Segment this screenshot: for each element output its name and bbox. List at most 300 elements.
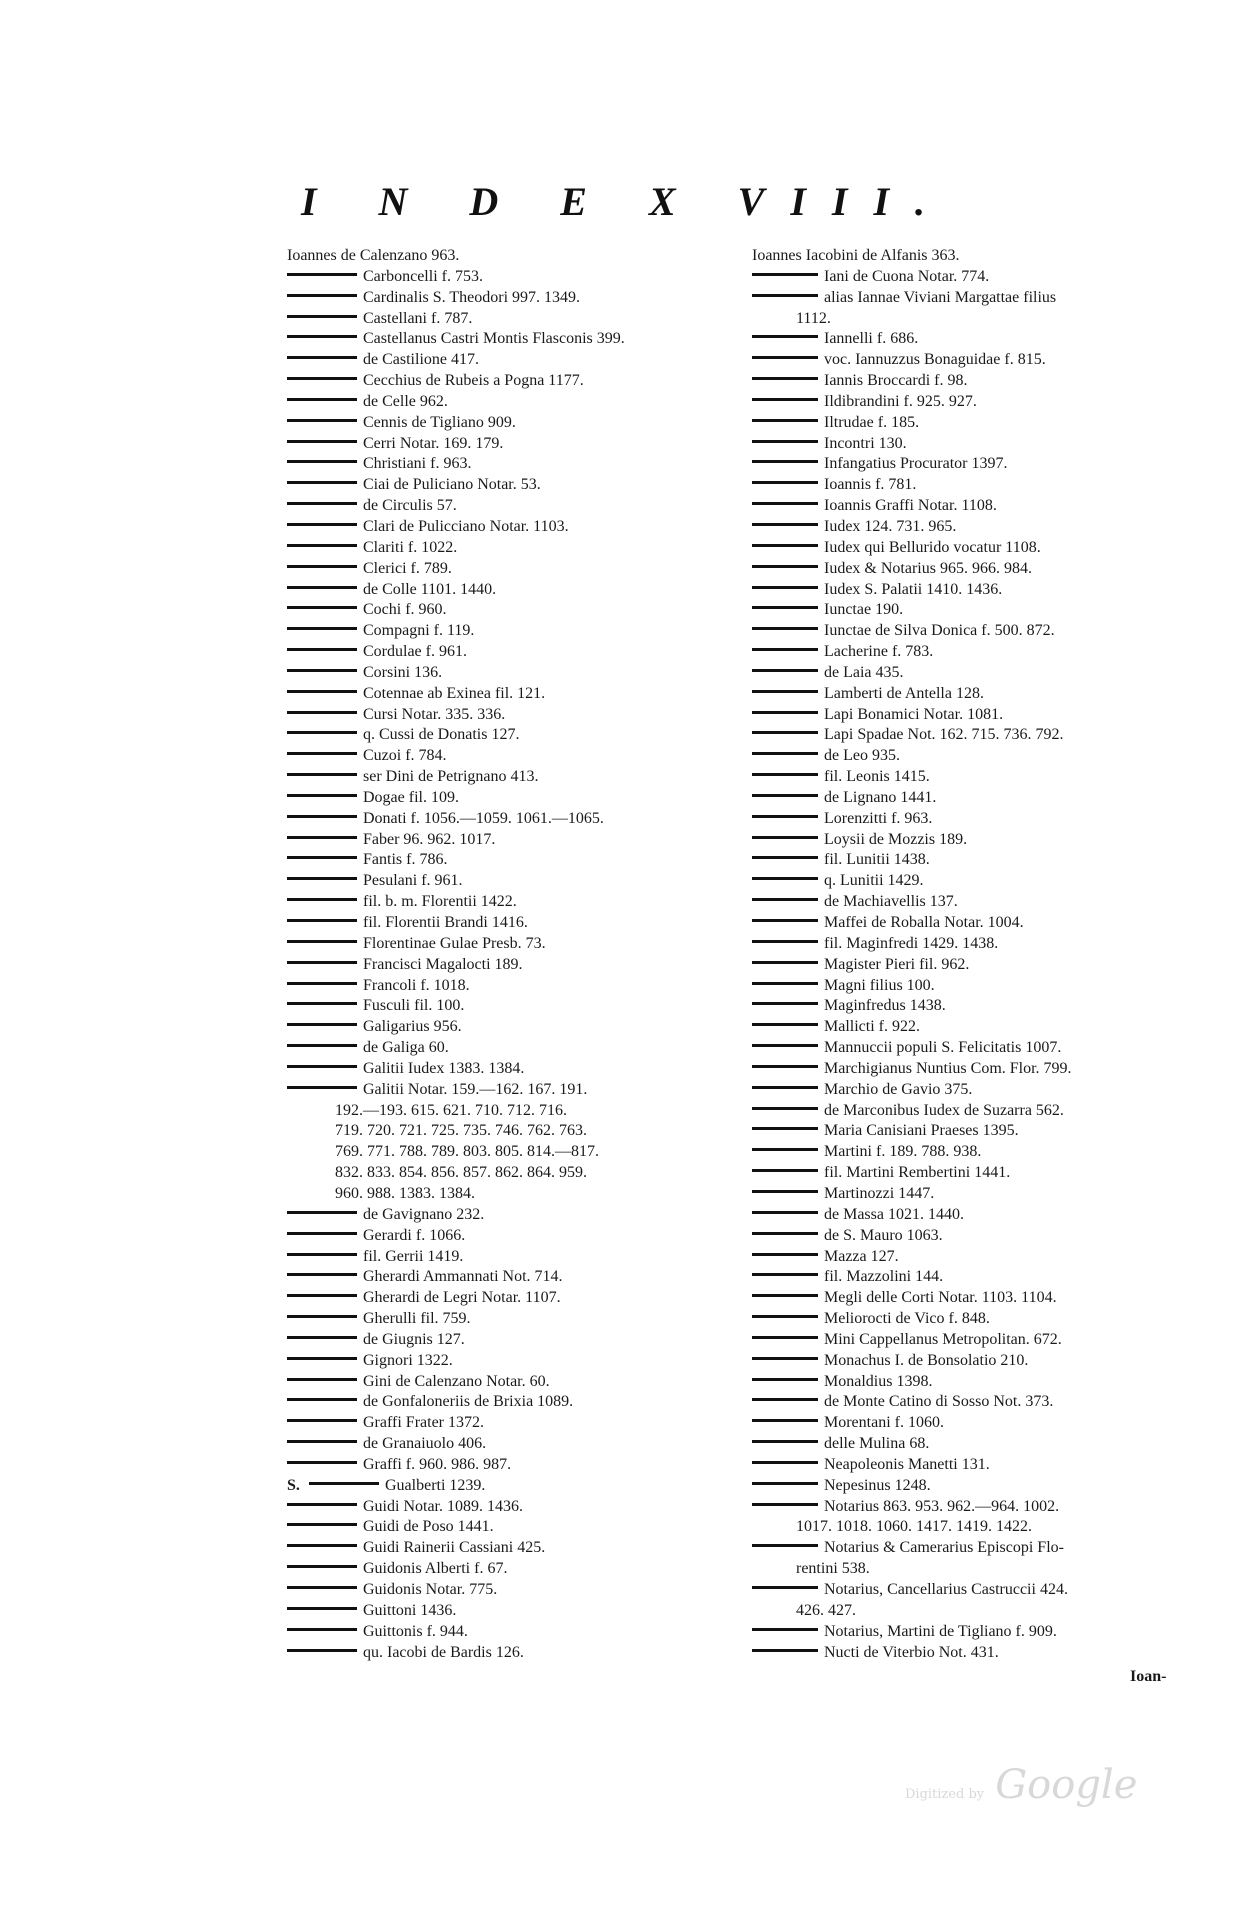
entry-text: Graffi Frater 1372. bbox=[363, 1414, 484, 1432]
entry-text: Iudex qui Bellurido vocatur 1108. bbox=[824, 538, 1041, 556]
ditto-dash bbox=[287, 690, 357, 693]
index-entry bbox=[752, 246, 1212, 267]
index-entry bbox=[287, 725, 747, 746]
ditto-dash bbox=[287, 586, 357, 589]
ditto-dash bbox=[752, 752, 818, 755]
index-entry bbox=[287, 767, 747, 788]
entry-text: Corsini 136. bbox=[363, 663, 443, 681]
index-entry bbox=[752, 350, 1212, 371]
entry-text: de Circulis 57. bbox=[363, 497, 457, 515]
entry-text: Martini f. 189. 788. 938. bbox=[824, 1143, 982, 1161]
index-entry-continuation bbox=[287, 1184, 747, 1205]
ditto-dash bbox=[287, 1336, 357, 1339]
entry-text: fil. b. m. Florentii 1422. bbox=[363, 893, 517, 911]
entry-text: de Castilione 417. bbox=[363, 351, 479, 369]
ditto-dash bbox=[287, 419, 357, 422]
index-entry bbox=[752, 663, 1212, 684]
entry-text: de Leo 935. bbox=[824, 747, 900, 765]
ditto-dash bbox=[287, 523, 357, 526]
left-column bbox=[287, 246, 747, 1663]
ditto-dash bbox=[287, 460, 357, 463]
ditto-dash bbox=[752, 1169, 818, 1172]
entry-text: Maria Canisiani Praeses 1395. bbox=[824, 1122, 1019, 1140]
ditto-dash bbox=[287, 440, 357, 443]
index-entry-continuation bbox=[752, 1517, 1212, 1538]
ditto-dash bbox=[752, 377, 818, 380]
ditto-dash bbox=[752, 398, 818, 401]
ditto-dash bbox=[752, 1482, 818, 1485]
entry-text: Neapoleonis Manetti 131. bbox=[824, 1455, 990, 1473]
index-entry bbox=[287, 350, 747, 371]
entry-text: Gini de Calenzano Notar. 60. bbox=[363, 1372, 550, 1390]
index-entry bbox=[287, 1017, 747, 1038]
entry-text: Mallicti f. 922. bbox=[824, 1018, 920, 1036]
entry-text: Lapi Bonamici Notar. 1081. bbox=[824, 705, 1004, 723]
ditto-dash bbox=[287, 1378, 357, 1381]
index-entry bbox=[287, 809, 747, 830]
index-entry bbox=[287, 1330, 747, 1351]
entry-text: qu. Iacobi de Bardis 126. bbox=[363, 1643, 524, 1661]
entry-text: Carboncelli f. 753. bbox=[363, 267, 483, 285]
index-entry bbox=[287, 1601, 747, 1622]
index-entry bbox=[752, 621, 1212, 642]
ditto-dash bbox=[752, 982, 818, 985]
index-entry-continuation bbox=[287, 1142, 747, 1163]
index-entry-continuation bbox=[287, 1121, 747, 1142]
entry-text: Lacherine f. 783. bbox=[824, 643, 934, 661]
ditto-dash bbox=[287, 544, 357, 547]
ditto-dash bbox=[287, 1065, 357, 1068]
index-entry bbox=[287, 1038, 747, 1059]
ditto-dash bbox=[287, 294, 357, 297]
index-entry bbox=[752, 1038, 1212, 1059]
ditto-dash bbox=[752, 1544, 818, 1547]
ditto-dash bbox=[752, 1232, 818, 1235]
entry-text: 960. 988. 1383. 1384. bbox=[335, 1184, 475, 1202]
ditto-dash bbox=[752, 940, 818, 943]
entry-text: Guidonis Notar. 775. bbox=[363, 1581, 498, 1598]
ditto-dash bbox=[752, 1211, 818, 1214]
index-entry bbox=[287, 1226, 747, 1247]
ditto-dash bbox=[752, 711, 818, 714]
ditto-dash bbox=[287, 273, 357, 276]
entry-text: de Laia 435. bbox=[824, 663, 904, 681]
ditto-dash bbox=[287, 711, 357, 714]
catchword: Ioan- bbox=[1130, 1668, 1167, 1685]
index-entry bbox=[287, 559, 747, 580]
index-entry bbox=[287, 1205, 747, 1226]
entry-text: de Gavignano 232. bbox=[363, 1205, 485, 1223]
entry-text: Gherardi Ammannati Not. 714. bbox=[363, 1268, 563, 1286]
index-entry bbox=[287, 1434, 747, 1455]
index-entry bbox=[752, 642, 1212, 663]
index-entry-continuation bbox=[752, 1601, 1212, 1622]
entry-text: Galitii Notar. 159.—162. 167. 191. bbox=[363, 1080, 588, 1098]
entry-text: Compagni f. 119. bbox=[363, 622, 475, 640]
index-entry bbox=[287, 288, 747, 309]
index-entry bbox=[752, 809, 1212, 830]
ditto-dash bbox=[287, 1461, 357, 1464]
ditto-dash bbox=[752, 1023, 818, 1026]
entry-text: Notarius, Martini de Tigliano f. 909. bbox=[824, 1622, 1057, 1640]
ditto-dash bbox=[752, 273, 818, 276]
ditto-dash bbox=[752, 690, 818, 693]
ditto-dash bbox=[752, 544, 818, 547]
ditto-dash bbox=[287, 1440, 357, 1443]
entry-text: Cursi Notar. 335. 336. bbox=[363, 705, 506, 723]
entry-text: Galitii Iudex 1383. 1384. bbox=[363, 1059, 525, 1077]
index-entry bbox=[752, 600, 1212, 621]
index-entry bbox=[287, 892, 747, 913]
ditto-dash bbox=[287, 377, 357, 380]
entry-text: de Lignano 1441. bbox=[824, 788, 937, 806]
ditto-dash bbox=[287, 982, 357, 985]
index-entry bbox=[752, 934, 1212, 955]
entry-text: Gerardi f. 1066. bbox=[363, 1226, 466, 1244]
ditto-dash bbox=[287, 1273, 357, 1276]
index-entry bbox=[752, 392, 1212, 413]
ditto-dash bbox=[287, 565, 357, 568]
entry-text: Gherulli fil. 759. bbox=[363, 1310, 471, 1328]
entry-text: Pesulani f. 961. bbox=[363, 872, 463, 890]
index-entry bbox=[287, 1580, 747, 1601]
ditto-dash bbox=[287, 1253, 357, 1256]
entry-text: fil. Lunitii 1438. bbox=[824, 851, 930, 869]
entry-text: Iunctae 190. bbox=[824, 601, 904, 619]
index-entry bbox=[752, 1622, 1212, 1643]
index-entry bbox=[752, 976, 1212, 997]
ditto-dash bbox=[287, 648, 357, 651]
index-entry bbox=[287, 267, 747, 288]
page-title: I N D E X VIII. bbox=[300, 179, 952, 224]
index-entry bbox=[752, 371, 1212, 392]
entry-text: Iudex 124. 731. 965. bbox=[824, 517, 957, 535]
index-entry-continuation bbox=[752, 1559, 1212, 1580]
entry-text: de Colle 1101. 1440. bbox=[363, 580, 497, 598]
ditto-dash bbox=[752, 419, 818, 422]
ditto-dash bbox=[287, 1315, 357, 1318]
index-entry bbox=[287, 1372, 747, 1393]
ditto-dash bbox=[287, 1086, 357, 1089]
ditto-dash bbox=[752, 1065, 818, 1068]
index-entry bbox=[752, 1101, 1212, 1122]
index-entry bbox=[752, 996, 1212, 1017]
ditto-dash bbox=[287, 877, 357, 880]
ditto-dash bbox=[752, 898, 818, 901]
index-entry bbox=[287, 934, 747, 955]
index-entry bbox=[287, 413, 747, 434]
ditto-dash bbox=[752, 606, 818, 609]
ditto-dash bbox=[752, 669, 818, 672]
index-entry bbox=[287, 454, 747, 475]
ditto-dash bbox=[287, 627, 357, 630]
index-entry bbox=[752, 475, 1212, 496]
index-entry bbox=[752, 1121, 1212, 1142]
ditto-dash bbox=[752, 1294, 818, 1297]
entry-text: Cecchius de Rubeis a Pogna 1177. bbox=[363, 372, 584, 390]
entry-text: de Marconibus Iudex de Suzarra 562. bbox=[824, 1101, 1064, 1119]
ditto-dash bbox=[752, 1357, 818, 1360]
right-column bbox=[752, 246, 1212, 1663]
entry-text: Monaldius 1398. bbox=[824, 1372, 933, 1390]
index-entry bbox=[287, 871, 747, 892]
entry-text: Mannuccii populi S. Felicitatis 1007. bbox=[824, 1039, 1062, 1057]
ditto-dash bbox=[752, 773, 818, 776]
entry-text: Iudex S. Palatii 1410. 1436. bbox=[824, 580, 1003, 598]
ditto-dash bbox=[752, 1148, 818, 1151]
ditto-dash bbox=[752, 1419, 818, 1422]
entry-text: Cennis de Tigliano 909. bbox=[363, 413, 516, 431]
entry-text: de Machiavellis 137. bbox=[824, 893, 958, 911]
index-entry bbox=[752, 1538, 1212, 1559]
ditto-dash bbox=[752, 335, 818, 338]
index-entry bbox=[752, 1434, 1212, 1455]
ditto-dash bbox=[752, 523, 818, 526]
entry-text: de Celle 962. bbox=[363, 392, 448, 410]
entry-text: Monachus I. de Bonsolatio 210. bbox=[824, 1351, 1029, 1369]
ditto-dash bbox=[287, 1565, 357, 1568]
index-entry bbox=[287, 976, 747, 997]
ditto-dash bbox=[287, 919, 357, 922]
ditto-dash bbox=[752, 836, 818, 839]
ditto-dash bbox=[752, 794, 818, 797]
entry-text: Faber 96. 962. 1017. bbox=[363, 830, 496, 848]
entry-text: Guittonis f. 944. bbox=[363, 1622, 468, 1640]
ditto-dash bbox=[752, 961, 818, 964]
watermark bbox=[905, 1762, 1137, 1808]
entry-text: rentini 538. bbox=[796, 1560, 870, 1578]
entry-text: 192.—193. 615. 621. 710. 712. 716. bbox=[335, 1101, 567, 1119]
entry-text: Clerici f. 789. bbox=[363, 559, 452, 577]
ditto-dash bbox=[752, 481, 818, 484]
index-entry bbox=[752, 1247, 1212, 1268]
ditto-dash bbox=[287, 1586, 357, 1589]
ditto-dash bbox=[287, 1419, 357, 1422]
index-entry bbox=[752, 1288, 1212, 1309]
index-entry bbox=[287, 1059, 747, 1080]
ditto-dash bbox=[287, 1023, 357, 1026]
entry-text: 769. 771. 788. 789. 803. 805. 814.—817. bbox=[335, 1143, 599, 1161]
entry-text: fil. Maginfredi 1429. 1438. bbox=[824, 934, 999, 952]
ditto-dash bbox=[287, 1002, 357, 1005]
entry-text: Lapi Spadae Not. 162. 715. 736. 792. bbox=[824, 726, 1064, 744]
entry-text: Guidi Rainerii Cassiani 425. bbox=[363, 1539, 546, 1557]
ditto-dash bbox=[752, 1315, 818, 1318]
ditto-dash bbox=[287, 502, 357, 505]
entry-text: Iudex & Notarius 965. 966. 984. bbox=[824, 559, 1032, 577]
index-entry bbox=[752, 267, 1212, 288]
entry-text: Notarius 863. 953. 962.—964. 1002. bbox=[824, 1497, 1060, 1515]
entry-text: Ioannis Graffi Notar. 1108. bbox=[824, 497, 997, 515]
ditto-dash bbox=[287, 1523, 357, 1526]
ditto-dash bbox=[752, 565, 818, 568]
ditto-dash bbox=[287, 1649, 357, 1652]
ditto-dash bbox=[287, 1232, 357, 1235]
entry-text: de Massa 1021. 1440. bbox=[824, 1205, 964, 1223]
ditto-dash bbox=[287, 1211, 357, 1214]
index-entry bbox=[287, 309, 747, 330]
ditto-dash bbox=[287, 794, 357, 797]
ditto-dash bbox=[287, 1044, 357, 1047]
index-entry bbox=[287, 788, 747, 809]
ditto-dash bbox=[752, 1378, 818, 1381]
index-entry bbox=[287, 1643, 747, 1664]
entry-text: Notarius, Cancellarius Castruccii 424. bbox=[824, 1581, 1068, 1598]
entry-text: Lorenzitti f. 963. bbox=[824, 809, 933, 827]
entry-text: Notarius & Camerarius Episcopi Flo- bbox=[824, 1539, 1064, 1557]
index-entry bbox=[287, 475, 747, 496]
index-entry bbox=[287, 1351, 747, 1372]
index-entry bbox=[752, 955, 1212, 976]
ditto-dash bbox=[752, 1649, 818, 1652]
index-entry bbox=[287, 371, 747, 392]
index-entry bbox=[752, 1017, 1212, 1038]
entry-text: Marchio de Gavio 375. bbox=[824, 1080, 973, 1098]
ditto-dash bbox=[287, 669, 357, 672]
ditto-dash bbox=[752, 1107, 818, 1110]
entry-text: Meliorocti de Vico f. 848. bbox=[824, 1310, 990, 1328]
index-entry bbox=[752, 725, 1212, 746]
index-entry-continuation bbox=[287, 1101, 747, 1122]
entry-text: Dogae fil. 109. bbox=[363, 788, 459, 806]
index-entry bbox=[752, 580, 1212, 601]
index-entry bbox=[752, 434, 1212, 455]
entry-text: fil. Leonis 1415. bbox=[824, 768, 930, 786]
entry-text: Nucti de Viterbio Not. 431. bbox=[824, 1643, 999, 1661]
entry-text: Clari de Pulicciano Notar. 1103. bbox=[363, 517, 569, 535]
index-entry bbox=[752, 1330, 1212, 1351]
index-entry bbox=[752, 1059, 1212, 1080]
index-entry bbox=[752, 892, 1212, 913]
entry-text: Cochi f. 960. bbox=[363, 601, 447, 619]
entry-text: Marchigianus Nuntius Com. Flor. 799. bbox=[824, 1059, 1072, 1077]
entry-text: de Monte Catino di Sosso Not. 373. bbox=[824, 1393, 1054, 1411]
entry-text: Lamberti de Antella 128. bbox=[824, 684, 984, 702]
ditto-dash bbox=[752, 460, 818, 463]
entry-text: 1112. bbox=[796, 309, 831, 327]
ditto-dash bbox=[752, 586, 818, 589]
index-entry bbox=[287, 684, 747, 705]
ditto-dash bbox=[287, 856, 357, 859]
index-entry bbox=[752, 1205, 1212, 1226]
entry-text: de S. Mauro 1063. bbox=[824, 1226, 943, 1244]
index-entry bbox=[752, 538, 1212, 559]
index-entry bbox=[752, 1163, 1212, 1184]
entry-text: Cerri Notar. 169. 179. bbox=[363, 434, 504, 452]
ditto-dash bbox=[752, 1336, 818, 1339]
index-entry bbox=[287, 913, 747, 934]
entry-text: Clariti f. 1022. bbox=[363, 538, 458, 556]
index-entry bbox=[287, 1622, 747, 1643]
ditto-dash bbox=[287, 752, 357, 755]
index-entry bbox=[287, 955, 747, 976]
entry-text: Cardinalis S. Theodori 997. 1349. bbox=[363, 288, 581, 306]
entry-text: Ciai de Puliciano Notar. 53. bbox=[363, 476, 541, 494]
entry-text: Guidi Notar. 1089. 1436. bbox=[363, 1497, 523, 1515]
index-entry bbox=[287, 1288, 747, 1309]
entry-text: Ildibrandini f. 925. 927. bbox=[824, 392, 977, 410]
index-entry bbox=[287, 642, 747, 663]
entry-text: Magni filius 100. bbox=[824, 976, 935, 994]
entry-text: Iannis Broccardi f. 98. bbox=[824, 372, 968, 390]
entry-text: Cotennae ab Exinea fil. 121. bbox=[363, 684, 546, 702]
ditto-dash bbox=[287, 1357, 357, 1360]
ditto-dash bbox=[287, 773, 357, 776]
index-entry bbox=[752, 1413, 1212, 1434]
entry-text: Florentinae Gulae Presb. 73. bbox=[363, 934, 546, 952]
entry-text: fil. Mazzolini 144. bbox=[824, 1268, 944, 1286]
entry-text: de Galiga 60. bbox=[363, 1039, 449, 1057]
entry-text: Martinozzi 1447. bbox=[824, 1184, 935, 1202]
entry-text: Christiani f. 963. bbox=[363, 455, 472, 473]
ditto-dash bbox=[752, 1002, 818, 1005]
entry-text: alias Iannae Viviani Margattae filius bbox=[824, 288, 1057, 306]
ditto-dash bbox=[287, 335, 357, 338]
index-entry bbox=[752, 1392, 1212, 1413]
ditto-dash bbox=[752, 1440, 818, 1443]
ditto-dash bbox=[752, 815, 818, 818]
entry-text: 719. 720. 721. 725. 735. 746. 762. 763. bbox=[335, 1122, 587, 1140]
index-entry bbox=[752, 1184, 1212, 1205]
ditto-dash bbox=[752, 1044, 818, 1047]
entry-text: q. Cussi de Donatis 127. bbox=[363, 726, 520, 744]
ditto-dash bbox=[752, 877, 818, 880]
index-entry bbox=[752, 559, 1212, 580]
ditto-dash bbox=[752, 502, 818, 505]
index-entry bbox=[752, 454, 1212, 475]
index-entry bbox=[287, 496, 747, 517]
entry-text: ser Dini de Petrignano 413. bbox=[363, 768, 539, 786]
index-entry bbox=[752, 1267, 1212, 1288]
entry-text: Fusculi fil. 100. bbox=[363, 997, 465, 1015]
index-entry bbox=[752, 496, 1212, 517]
ditto-dash bbox=[287, 356, 357, 359]
entry-text: 832. 833. 854. 856. 857. 862. 864. 959. bbox=[335, 1164, 587, 1182]
index-entry bbox=[287, 1538, 747, 1559]
index-entry bbox=[287, 329, 747, 350]
ditto-dash bbox=[287, 815, 357, 818]
entry-text: Francoli f. 1018. bbox=[363, 976, 470, 994]
entry-text: Mini Cappellanus Metropolitan. 672. bbox=[824, 1330, 1062, 1348]
index-entry bbox=[752, 1643, 1212, 1664]
entry-text: Incontri 130. bbox=[824, 434, 907, 452]
entry-text: Iunctae de Silva Donica f. 500. 872. bbox=[824, 622, 1055, 640]
entry-text: Morentani f. 1060. bbox=[824, 1414, 944, 1432]
ditto-dash bbox=[752, 648, 818, 651]
entry-text: de Giugnis 127. bbox=[363, 1330, 465, 1348]
index-entry bbox=[752, 413, 1212, 434]
index-entry bbox=[287, 538, 747, 559]
entry-text: Gignori 1322. bbox=[363, 1351, 453, 1369]
index-entry bbox=[287, 996, 747, 1017]
ditto-dash bbox=[287, 1607, 357, 1610]
index-entry-continuation bbox=[752, 309, 1212, 330]
ditto-dash bbox=[752, 856, 818, 859]
index-entry bbox=[752, 850, 1212, 871]
index-entry bbox=[287, 705, 747, 726]
entry-text: Iannelli f. 686. bbox=[824, 330, 919, 348]
index-entry bbox=[752, 830, 1212, 851]
entry-text: Ioannes de Calenzano 963. bbox=[287, 247, 460, 264]
entry-prefix: S. bbox=[287, 1476, 300, 1494]
ditto-dash bbox=[287, 731, 357, 734]
entry-text: Guidonis Alberti f. 67. bbox=[363, 1560, 508, 1578]
index-entry bbox=[752, 1455, 1212, 1476]
ditto-dash bbox=[287, 398, 357, 401]
index-entry bbox=[752, 705, 1212, 726]
ditto-dash bbox=[287, 481, 357, 484]
entry-text: Mazza 127. bbox=[824, 1247, 899, 1265]
